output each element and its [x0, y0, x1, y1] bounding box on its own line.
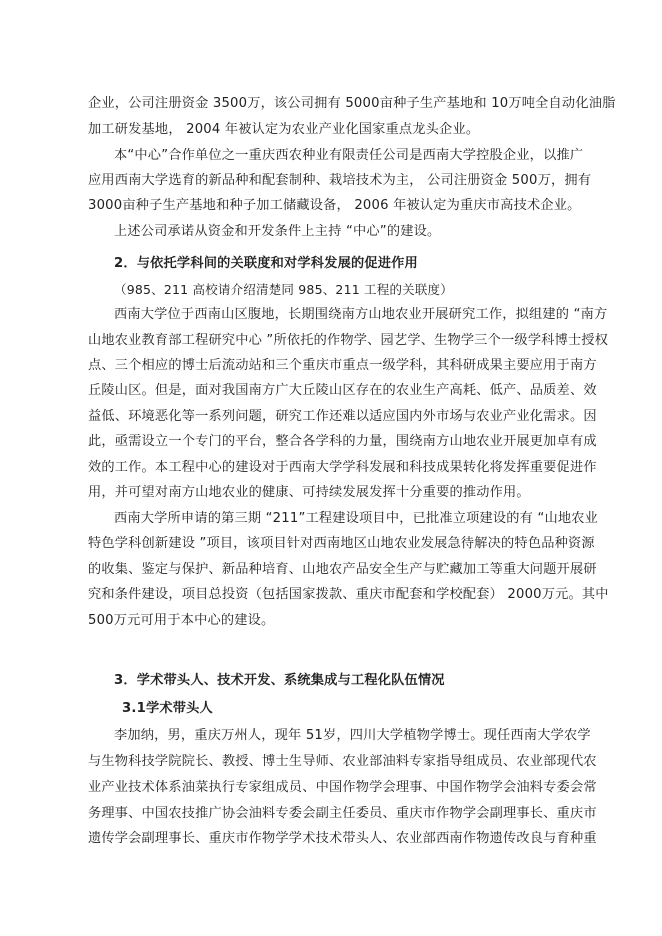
text-line: 山地农业教育部工程研究中心 ”所依托的作物学、园艺学、生物学三个一级学科博士授权	[88, 333, 609, 348]
text-line: 与生物科技学院院长、教授、博士生导师、农业部油料专家指导组成员、农业部现代农	[88, 754, 597, 769]
section-heading: 2．与依托学科间的关联度和对学科发展的促进作用	[114, 256, 418, 271]
text-line: 加工研发基地， 2004 年被认定为农业产业化国家重点龙头企业。	[88, 122, 480, 137]
text-line: 用，并可望对南方山地农业的健康、可持续发展发挥十分重要的推动作用。	[88, 485, 530, 500]
subsection-heading: 3.1学术带头人	[122, 701, 213, 716]
text-line: 的收集、鉴定与保护、新品种培育、山地农产品安全生产与贮藏加工等重大问题开展研	[88, 562, 597, 577]
text-line: 3000亩种子生产基地和种子加工储藏设备， 2006 年被认定为重庆市高技术企业。	[88, 198, 581, 213]
text-line: 益低、环境恶化等一系列问题，研究工作还难以适应国内外市场与农业产业化需求。因	[88, 409, 597, 424]
text-line: 500万元可用于本中心的建设。	[88, 613, 275, 628]
text-line: 丘陵山区。但是，面对我国南方广大丘陵山区存在的农业生产高耗、低产、品质差、效	[88, 383, 597, 398]
text-line: 应用西南大学选育的新品种和配套制种、栽培技术为主， 公司注册资金 500万，拥有	[88, 173, 592, 188]
text-line: 点、三个相应的博士后流动站和三个重庆市重点一级学科，其科研成果主要应用于南方	[88, 358, 597, 373]
text-line: 此，亟需设立一个专门的平台，整合各学科的力量，围绕南方山地农业开展更加卓有成	[88, 434, 597, 449]
text-line: 遗传学会副理事长、重庆市作物学学术技术带头人、农业部西南作物遗传改良与育种重	[88, 831, 597, 846]
text-line: 企业，公司注册资金 3500万，该公司拥有 5000亩种子生产基地和 10万吨全自动化油脂	[88, 96, 616, 111]
text-line: 业产业技术体系油菜执行专家组成员、中国作物学会理事、中国作物学会油料专委会常	[88, 780, 597, 795]
section-note: （985、211 高校请介绍清楚同 985、211 工程的关联度）	[114, 282, 453, 297]
text-line: 李加纳，男，重庆万州人，现年 51岁，四川大学植物学博士。现任西南大学农学	[114, 728, 591, 743]
text-line: 究和条件建设，项目总投资（包括国家拨款、重庆市配套和学校配套） 2000万元。其中	[88, 587, 609, 602]
text-line: 本“中心”合作单位之一重庆西农种业有限责任公司是西南大学控股企业，以推广	[114, 148, 584, 163]
text-line: 特色学科创新建设 ”项目，该项目针对西南地区山地农业发展急待解决的特色品种资源	[88, 536, 595, 551]
text-line: 效的工作。本工程中心的建设对于西南大学学科发展和科技成果转化将发挥重要促进作	[88, 460, 597, 475]
text-line: 西南大学所申请的第三期 “211”工程建设项目中，已批准立项建设的有 “山地农业	[114, 511, 599, 526]
section-heading: 3．学术带头人、技术开发、系统集成与工程化队伍情况	[114, 673, 445, 688]
text-line: 务理事、中国农技推广协会油料专委会副主任委员、重庆市作物学会副理事长、重庆市	[88, 806, 597, 821]
text-line: 上述公司承诺从资金和开发条件上主持 “中心”的建设。	[114, 224, 441, 239]
text-line: 西南大学位于西南山区腹地，长期围绕南方山地农业开展研究工作，拟组建的 “南方	[114, 307, 608, 322]
